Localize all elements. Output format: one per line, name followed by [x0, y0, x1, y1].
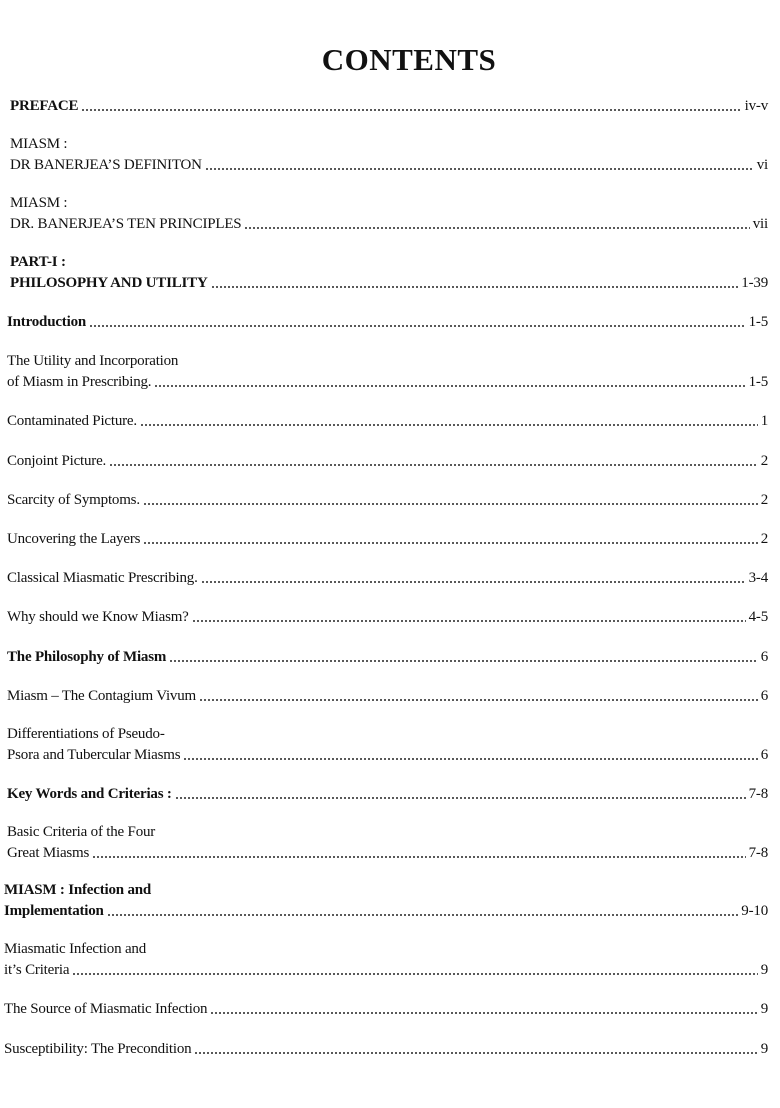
- toc-entry-title: Great Miasms: [7, 845, 90, 861]
- toc-entry-title: Introduction: [7, 314, 87, 330]
- dot-leader: [92, 855, 745, 859]
- toc-entry-line: The Utility and Incorporation: [7, 353, 179, 369]
- toc-entry-title: Uncovering the Layers: [7, 531, 141, 547]
- toc-entry: [7, 351, 768, 393]
- dot-leader: [205, 167, 754, 171]
- page-number: vi: [756, 157, 768, 173]
- toc-entry: [10, 193, 768, 235]
- toc-entry-title: Scarcity of Symptoms.: [7, 492, 140, 508]
- toc-entry: [7, 568, 768, 589]
- toc-entry-row: [7, 647, 768, 668]
- toc-entry-row: [7, 607, 768, 628]
- toc-entry-row: [7, 451, 768, 472]
- toc-entry-title: Implementation: [4, 903, 104, 919]
- toc-entry: [7, 686, 768, 707]
- page-number: 7-8: [748, 786, 768, 802]
- page-number: 7-8: [748, 845, 768, 861]
- toc-entry-line: Miasmatic Infection and: [4, 941, 147, 957]
- dot-leader: [154, 384, 745, 388]
- dot-leader: [210, 1011, 757, 1015]
- toc-entry: [7, 822, 768, 864]
- toc-entry-row: [7, 745, 768, 766]
- dot-leader: [81, 108, 741, 112]
- page-number: 6: [760, 688, 768, 704]
- toc-entry-title: The Source of Miasmatic Infection: [4, 1001, 208, 1017]
- toc-entry-title: of Miasm in Prescribing.: [7, 374, 152, 390]
- toc-entry: [4, 939, 768, 981]
- toc-entry-line: Basic Criteria of the Four: [7, 824, 156, 840]
- toc-entry: [7, 784, 768, 805]
- dot-leader: [194, 1051, 757, 1055]
- toc-entry-row: [7, 490, 768, 511]
- toc-entry-row: [7, 372, 768, 393]
- dot-leader: [199, 698, 758, 702]
- toc-entry: [7, 451, 768, 472]
- toc-entry-row: [4, 901, 768, 922]
- toc-entry-title: Conjoint Picture.: [7, 453, 107, 469]
- toc-entry-row: [10, 96, 768, 117]
- toc-entry-title: The Philosophy of Miasm: [7, 649, 167, 665]
- toc-entry-title: PREFACE: [10, 98, 79, 114]
- toc-entry: [7, 411, 768, 432]
- page-title: CONTENTS: [321, 42, 497, 77]
- dot-leader: [140, 423, 758, 427]
- toc-entry-row: [10, 214, 768, 235]
- dot-leader: [169, 659, 758, 663]
- toc-entry-title: Why should we Know Miasm?: [7, 609, 189, 625]
- toc-entry: [10, 96, 768, 117]
- toc-entry-row: [10, 155, 768, 176]
- toc-entry: [4, 880, 768, 922]
- page-number: 2: [760, 531, 768, 547]
- page-number: 1: [760, 413, 768, 429]
- toc-entry-row: [7, 843, 768, 864]
- toc-entry: [10, 134, 768, 176]
- toc-entry-title: Miasm – The Contagium Vivum: [7, 688, 196, 704]
- toc-entry-line: MIASM :: [10, 136, 68, 152]
- toc-entry-row: [7, 568, 768, 589]
- toc-entry-title: PHILOSOPHY AND UTILITY: [10, 275, 208, 291]
- toc-entry-line: PART-I :: [10, 254, 66, 270]
- toc-entry-row: [4, 999, 768, 1020]
- toc-entry-title: Psora and Tubercular Miasms: [7, 747, 181, 763]
- toc-entry-title: Contaminated Picture.: [7, 413, 137, 429]
- toc-entry-row: [4, 1039, 768, 1060]
- toc-entry: [7, 312, 768, 333]
- dot-leader: [72, 972, 757, 976]
- dot-leader: [192, 619, 746, 623]
- page-number: 4-5: [748, 609, 768, 625]
- toc-entry-row: [7, 411, 768, 432]
- toc-entry: [7, 529, 768, 550]
- dot-leader: [244, 226, 749, 230]
- page-number: 2: [760, 492, 768, 508]
- toc-entry-row: [4, 960, 768, 981]
- toc-entry-row: [7, 312, 768, 333]
- toc-entry: [10, 252, 768, 294]
- toc-entry-row: [7, 686, 768, 707]
- toc-entry-title: Key Words and Criterias :: [7, 786, 172, 802]
- dot-leader: [143, 502, 758, 506]
- dot-leader: [175, 796, 746, 800]
- toc-entry-title: Susceptibility: The Precondition: [4, 1041, 192, 1057]
- toc-entry-row: [10, 273, 768, 294]
- page-number: iv-v: [744, 98, 768, 114]
- dot-leader: [109, 463, 758, 467]
- page-number: 9-10: [741, 903, 768, 919]
- dot-leader: [89, 324, 746, 328]
- dot-leader: [183, 757, 757, 761]
- toc-entry-title: DR BANERJEA’S DEFINITON: [10, 157, 202, 173]
- page-number: 6: [760, 747, 768, 763]
- toc-entry-row: [7, 529, 768, 550]
- dot-leader: [143, 541, 757, 545]
- page-number: 6: [760, 649, 768, 665]
- toc-entry-line: Differentiations of Pseudo-: [7, 726, 165, 742]
- toc-entry-line: MIASM :: [10, 195, 68, 211]
- toc-entry: [7, 724, 768, 766]
- page-number: 2: [760, 453, 768, 469]
- toc-entry-title: Classical Miasmatic Prescribing.: [7, 570, 198, 586]
- page-number: 9: [760, 1001, 768, 1017]
- page-number: 9: [760, 962, 768, 978]
- page-number: 1-39: [741, 275, 768, 291]
- page-number: 9: [760, 1041, 768, 1057]
- page-number: 3-4: [748, 570, 768, 586]
- dot-leader: [211, 285, 739, 289]
- page-number: 1-5: [748, 374, 768, 390]
- toc-entry: [7, 490, 768, 511]
- toc-entry: [7, 647, 768, 668]
- toc-entry-title: it’s Criteria: [4, 962, 70, 978]
- page-number: 1-5: [748, 314, 768, 330]
- toc-entry-title: DR. BANERJEA’S TEN PRINCIPLES: [10, 216, 242, 232]
- toc-entry-row: [7, 784, 768, 805]
- dot-leader: [201, 580, 746, 584]
- toc-entry: [4, 1039, 768, 1060]
- toc-entry: [4, 999, 768, 1020]
- toc-entry-line: MIASM : Infection and: [4, 882, 152, 898]
- toc-entry: [7, 607, 768, 628]
- dot-leader: [107, 913, 739, 917]
- page-number: vii: [752, 216, 768, 232]
